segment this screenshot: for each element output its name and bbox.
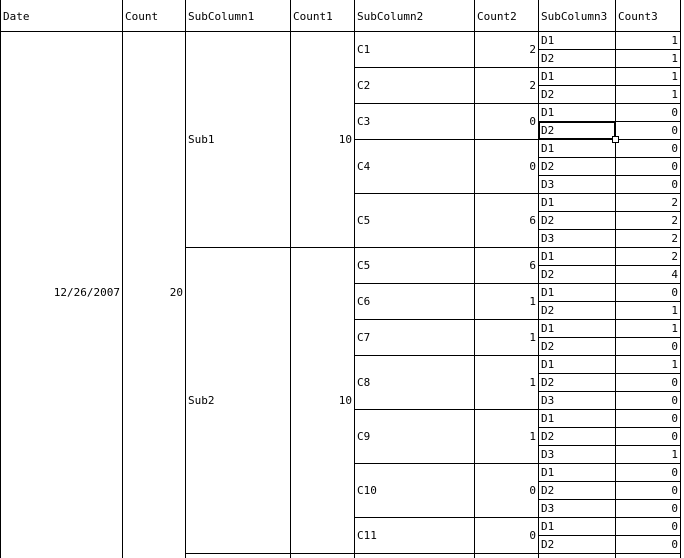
- detail-count-cell[interactable]: 1: [671, 88, 678, 101]
- column-header-date[interactable]: Date: [3, 9, 30, 23]
- count1-cell[interactable]: 10: [338, 394, 352, 407]
- gridline: [354, 0, 355, 558]
- detail-count-cell[interactable]: 2: [671, 196, 678, 209]
- count-cell[interactable]: 20: [169, 286, 183, 299]
- detail-count-cell[interactable]: 0: [671, 520, 678, 533]
- selected-cell[interactable]: D2: [539, 122, 615, 139]
- detail-count-cell[interactable]: 1: [671, 358, 678, 371]
- count2-cell[interactable]: 0: [529, 529, 536, 542]
- detail-label-cell[interactable]: D1: [541, 520, 555, 533]
- subcolumn2-cell[interactable]: C5: [357, 259, 371, 272]
- detail-count-cell[interactable]: 0: [671, 124, 678, 137]
- count2-cell[interactable]: 1: [529, 430, 536, 443]
- column-header-subcolumn1[interactable]: SubColumn1: [188, 9, 255, 23]
- detail-label-cell[interactable]: D1: [541, 34, 555, 47]
- subcolumn2-cell[interactable]: C6: [357, 295, 371, 308]
- count2-cell[interactable]: 6: [529, 214, 536, 227]
- detail-label-cell[interactable]: D1: [541, 142, 555, 155]
- subcolumn2-cell[interactable]: C1: [357, 43, 371, 56]
- detail-label-cell[interactable]: D2: [541, 538, 555, 551]
- gridline: [0, 31, 681, 32]
- detail-label-cell[interactable]: D3: [541, 394, 555, 407]
- fill-handle[interactable]: [612, 136, 619, 143]
- subcolumn2-cell[interactable]: C3: [357, 115, 371, 128]
- detail-count-cell[interactable]: 4: [671, 268, 678, 281]
- gridline: [0, 0, 1, 558]
- detail-count-cell[interactable]: 1: [671, 52, 678, 65]
- gridline: [122, 0, 123, 558]
- detail-count-cell[interactable]: 0: [671, 106, 678, 119]
- column-header-count2[interactable]: Count2: [477, 9, 517, 23]
- detail-count-cell[interactable]: 2: [671, 232, 678, 245]
- detail-label-cell[interactable]: D2: [541, 304, 555, 317]
- subcolumn2-cell[interactable]: C10: [357, 484, 377, 497]
- detail-label-cell[interactable]: D2: [541, 376, 555, 389]
- detail-count-cell[interactable]: 0: [671, 466, 678, 479]
- detail-count-cell[interactable]: 0: [671, 484, 678, 497]
- count2-cell[interactable]: 1: [529, 295, 536, 308]
- count2-cell[interactable]: 2: [529, 79, 536, 92]
- subcolumn2-cell[interactable]: C4: [357, 160, 371, 173]
- detail-count-cell[interactable]: 2: [671, 214, 678, 227]
- detail-label-cell[interactable]: D1: [541, 286, 555, 299]
- detail-count-cell[interactable]: 0: [671, 178, 678, 191]
- detail-count-cell[interactable]: 1: [671, 322, 678, 335]
- detail-count-cell[interactable]: 0: [671, 394, 678, 407]
- detail-count-cell[interactable]: 0: [671, 538, 678, 551]
- detail-label-cell[interactable]: D1: [541, 322, 555, 335]
- gridline: [680, 0, 681, 558]
- count1-cell[interactable]: 10: [338, 133, 352, 146]
- detail-label-cell[interactable]: D1: [541, 106, 555, 119]
- detail-count-cell[interactable]: 0: [671, 340, 678, 353]
- detail-label-cell[interactable]: D3: [541, 448, 555, 461]
- gridline: [615, 0, 616, 558]
- count2-cell[interactable]: 6: [529, 259, 536, 272]
- detail-count-cell[interactable]: 0: [671, 376, 678, 389]
- subcolumn2-cell[interactable]: C9: [357, 430, 371, 443]
- detail-count-cell[interactable]: 0: [671, 142, 678, 155]
- detail-count-cell[interactable]: 0: [671, 160, 678, 173]
- column-header-count1[interactable]: Count1: [293, 9, 333, 23]
- detail-count-cell[interactable]: 0: [671, 286, 678, 299]
- column-header-subcolumn2[interactable]: SubColumn2: [357, 9, 424, 23]
- detail-label-cell[interactable]: D3: [541, 178, 555, 191]
- subcolumn2-cell[interactable]: C7: [357, 331, 371, 344]
- detail-label-cell[interactable]: D2: [541, 52, 555, 65]
- detail-count-cell[interactable]: 0: [671, 502, 678, 515]
- detail-label-cell[interactable]: D2: [541, 214, 555, 227]
- subcolumn2-cell[interactable]: C5: [357, 214, 371, 227]
- detail-count-cell[interactable]: 0: [671, 412, 678, 425]
- detail-label-cell[interactable]: D1: [541, 358, 555, 371]
- detail-label-cell[interactable]: D2: [541, 88, 555, 101]
- gridline: [538, 0, 539, 558]
- count2-cell[interactable]: 2: [529, 43, 536, 56]
- detail-count-cell[interactable]: 1: [671, 70, 678, 83]
- subcolumn1-cell[interactable]: Sub1: [188, 133, 215, 146]
- detail-label-cell[interactable]: D2: [541, 268, 555, 281]
- detail-label-cell[interactable]: D3: [541, 502, 555, 515]
- detail-label-cell[interactable]: D1: [541, 196, 555, 209]
- subcolumn2-cell[interactable]: C2: [357, 79, 371, 92]
- gridline: [290, 0, 291, 558]
- detail-label-cell[interactable]: D2: [541, 160, 555, 173]
- column-header-subcolumn3[interactable]: SubColumn3: [541, 9, 608, 23]
- detail-label-cell[interactable]: D3: [541, 232, 555, 245]
- count2-cell[interactable]: 1: [529, 331, 536, 344]
- column-header-count3[interactable]: Count3: [618, 9, 658, 23]
- detail-label-cell[interactable]: D2: [541, 484, 555, 497]
- count2-cell[interactable]: 0: [529, 484, 536, 497]
- detail-count-cell[interactable]: 1: [671, 448, 678, 461]
- detail-count-cell[interactable]: 0: [671, 430, 678, 443]
- detail-count-cell[interactable]: 1: [671, 304, 678, 317]
- column-header-count[interactable]: Count: [125, 9, 159, 23]
- gridline: [185, 0, 186, 558]
- detail-label-cell[interactable]: D2: [541, 430, 555, 443]
- detail-label-cell[interactable]: D2: [541, 340, 555, 353]
- detail-label-cell[interactable]: D1: [541, 70, 555, 83]
- gridline: [185, 553, 681, 554]
- detail-label-cell[interactable]: D1: [541, 466, 555, 479]
- count2-cell[interactable]: 1: [529, 376, 536, 389]
- detail-count-cell[interactable]: 2: [671, 250, 678, 263]
- detail-label-cell[interactable]: D1: [541, 412, 555, 425]
- detail-label-cell[interactable]: D1: [541, 250, 555, 263]
- subcolumn1-cell[interactable]: Sub2: [188, 394, 215, 407]
- date-cell[interactable]: 12/26/2007: [53, 286, 120, 299]
- detail-count-cell[interactable]: 1: [671, 34, 678, 47]
- subcolumn2-cell[interactable]: C8: [357, 376, 371, 389]
- count2-cell[interactable]: 0: [529, 160, 536, 173]
- count2-cell[interactable]: 0: [529, 115, 536, 128]
- gridline: [474, 0, 475, 558]
- subcolumn2-cell[interactable]: C11: [357, 529, 377, 542]
